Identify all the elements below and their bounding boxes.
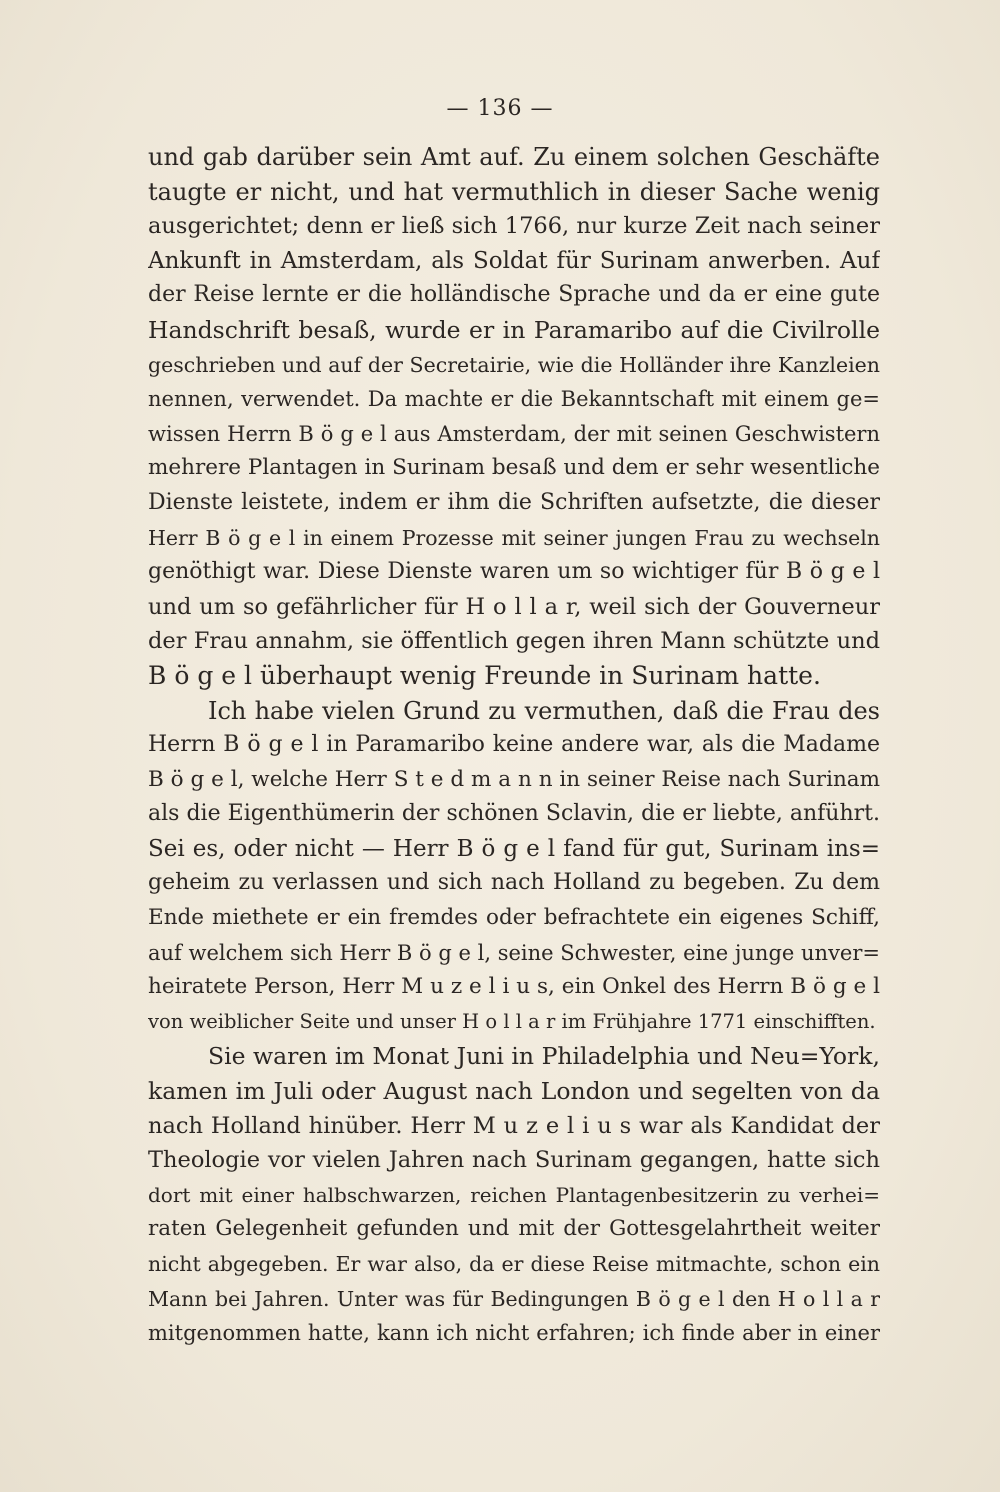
text-line: B ö g e l überhaupt wenig Freunde in Surinam hatte. — [148, 660, 821, 690]
text-line: taugte er nicht, und hat vermuthlich in dieser Sache wenig — [148, 177, 880, 206]
text-line: Sei es, oder nicht — Herr B ö g e l fand für gut, Surinam ins= — [148, 835, 880, 862]
text-line: genöthigt war. Diese Dienste waren um so wichtiger für B ö g e l — [148, 559, 880, 585]
text-line: dort mit einer halbschwarzen, reichen Plantagenbesitzerin zu verhei= — [148, 1182, 880, 1207]
text-line: nennen, verwendet. Da machte er die Bekanntschaft mit einem ge= — [148, 387, 880, 412]
page-number: — 136 — — [446, 96, 554, 121]
text-line: Ende miethete er ein fremdes oder befrachtete ein eigenes Schiff, — [148, 905, 880, 931]
text-line: und gab darüber sein Amt auf. Zu einem solchen Geschäfte — [148, 143, 880, 171]
text-line: raten Gelegenheit gefunden und mit der Gottesgelahrtheit weiter — [148, 1216, 880, 1242]
text-line: Sie waren im Monat Juni in Philadelphia und Neu=York, — [208, 1042, 880, 1071]
text-line: auf welchem sich Herr B ö g e l, seine Schwester, eine junge unver= — [148, 940, 880, 965]
text-line: B ö g e l, welche Herr S t e d m a n n in seiner Reise nach Surinam — [148, 766, 880, 792]
text-line: kamen im Juli oder August nach London und segelten von da — [148, 1077, 880, 1106]
text-line: der Reise lernte er die holländische Sprache und da er eine gute — [148, 282, 880, 308]
text-line: Ich habe vielen Grund zu vermuthen, daß die Frau des — [208, 696, 880, 725]
text-line: mehrere Plantagen in Surinam besaß und dem er sehr wesentliche — [148, 455, 880, 481]
text-line: nicht abgegeben. Er war also, da er diese Reise mitmachte, schon ein — [148, 1252, 880, 1276]
text-line: geschrieben und auf der Secretairie, wie die Holländer ihre Kanzleien — [148, 352, 880, 377]
text-line: Herr B ö g e l in einem Prozesse mit seiner jungen Frau zu wechseln — [148, 525, 880, 550]
text-line: ausgerichtet; denn er ließ sich 1766, nur kurze Zeit nach seiner — [148, 213, 880, 240]
text-line: nach Holland hinüber. Herr M u z e l i u s war als Kandidat der — [148, 1112, 880, 1139]
text-line: der Frau annahm, sie öffentlich gegen ihren Mann schützte und — [148, 628, 880, 655]
text-line: heiratete Person, Herr M u z e l i u s, ein Onkel des Herrn B ö g e l — [148, 974, 880, 1000]
text-line: und um so gefährlicher für H o l l a r, weil sich der Gouverneur — [148, 593, 880, 620]
body-text — [148, 140, 880, 1351]
text-line: von weiblicher Seite und unser H o l l a r im Frühjahre 1771 einschifften. — [148, 1009, 876, 1033]
text-line: Herrn B ö g e l in Paramaribo keine andere war, als die Madame — [148, 732, 880, 758]
text-line: geheim zu verlassen und sich nach Holland zu begeben. Zu dem — [148, 870, 880, 896]
text-line: Mann bei Jahren. Unter was für Bedingungen B ö g e l den H o l l a r — [148, 1286, 880, 1311]
text-line: als die Eigenthümerin der schönen Sclavin, die er liebte, anführt. — [148, 801, 880, 827]
text-line: mitgenommen hatte, kann ich nicht erfahren; ich finde aber in einer — [148, 1321, 880, 1346]
text-line: Ankunft in Amsterdam, als Soldat für Surinam anwerben. Auf — [148, 247, 880, 274]
text-line: Handschrift besaß, wurde er in Paramaribo auf die Civilrolle — [148, 315, 880, 344]
text-line: wissen Herrn B ö g e l aus Amsterdam, der mit seinen Geschwistern — [148, 421, 880, 446]
text-line: Theologie vor vielen Jahren nach Surinam gegangen, hatte sich — [148, 1147, 880, 1174]
text-line: Dienste leistete, indem er ihm die Schriften aufsetzte, die dieser — [148, 489, 880, 515]
